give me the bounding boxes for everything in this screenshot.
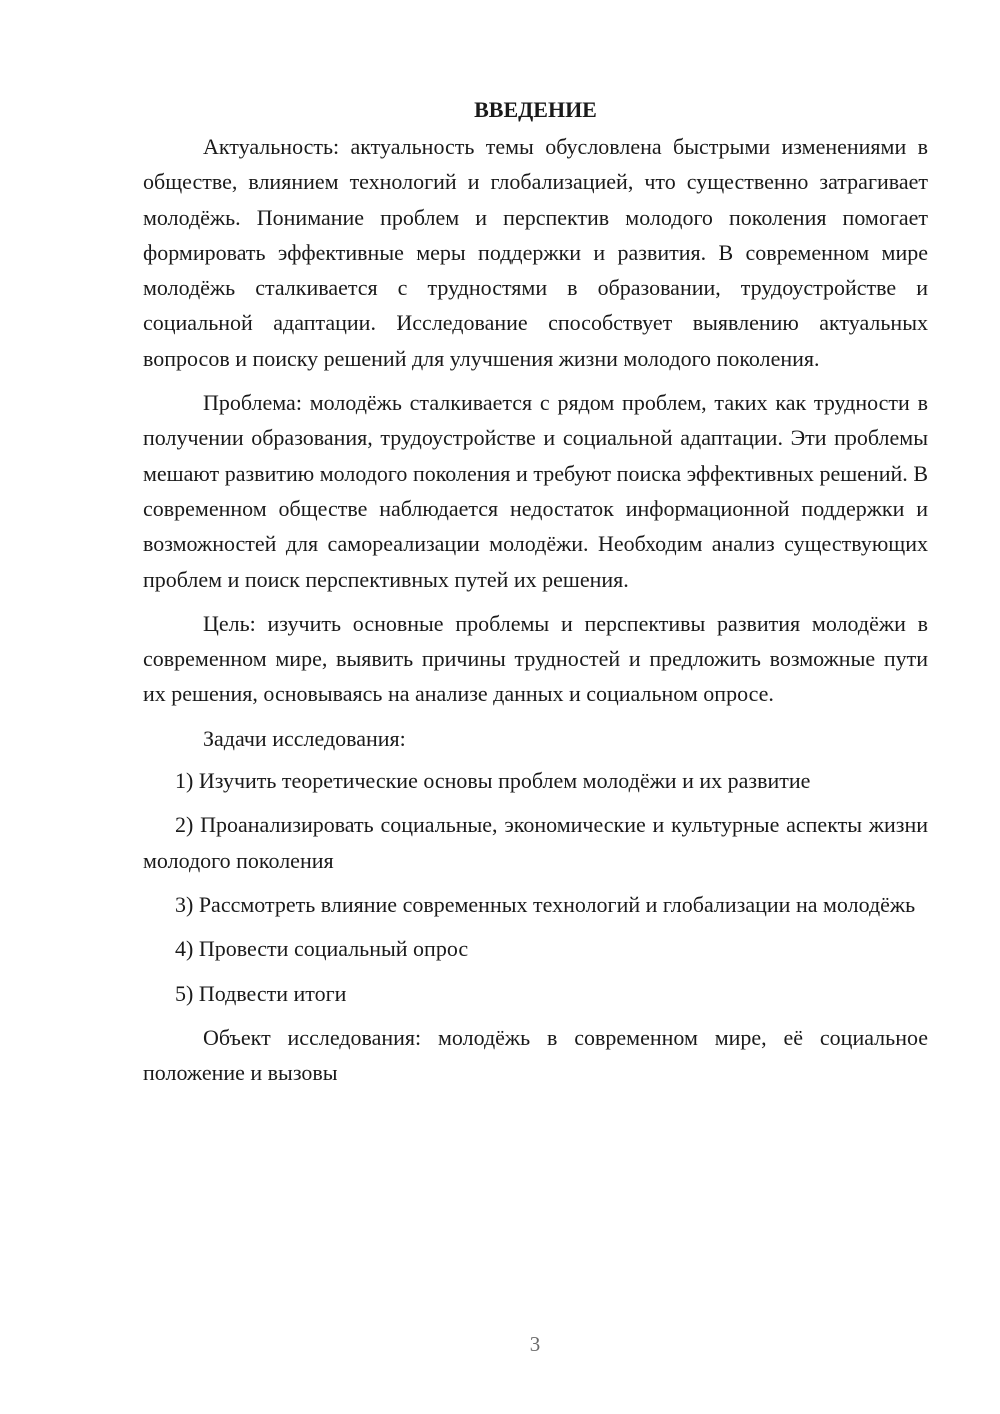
task-item-3: 3) Рассмотреть влияние современных технологий и глобализации на молодёжь: [175, 891, 916, 917]
task-item-4: 4) Провести социальный опрос: [175, 936, 469, 962]
document-page: [143, 95, 928, 1099]
section-title: ВВЕДЕНИЕ: [474, 97, 597, 122]
tasks-heading: Задачи исследования:: [203, 725, 406, 751]
task-item-2: 2) Проанализировать социальные, экономические и культурные аспекты жизни молодого поколения: [143, 812, 928, 873]
paragraph-problem: Проблема: молодёжь сталкивается с рядом проблем, таких как трудности в получении образования, трудоустройстве и социальной адаптации. Эти проблемы мешают развитию молодого поколения и требуют поиска эффективных решений. В современном обществе наблюдается недостаток информационной поддержки и возможностей для самореализации молодёжи. Необходим анализ существующих проблем и поиск перспективных путей их решения.: [143, 390, 928, 592]
task-item-1: 1) Изучить теоретические основы проблем молодёжи и их развитие: [175, 768, 811, 794]
paragraph-goal: Цель: изучить основные проблемы и перспективы развития молодёжи в современном мире, выявить причины трудностей и предложить возможные пути их решения, основываясь на анализе данных и социальном опросе.: [143, 610, 928, 707]
paragraph-relevance: Актуальность: актуальность темы обусловлена быстрыми изменениями в обществе, влиянием технологий и глобализацией, что существенно затрагивает молодёжь. Понимание проблем и перспектив молодого поколения помогает формировать эффективные меры поддержки и развития. В современном мире молодёжь сталкивается с трудностями в образовании, трудоустройстве и социальной адаптации. Исследование способствует выявлению актуальных вопросов и поиску решений для улучшения жизни молодого поколения.: [143, 134, 928, 371]
page-number: 3: [529, 1332, 541, 1356]
task-item-5: 5) Подвести итоги: [175, 980, 347, 1006]
paragraph-object: Объект исследования: молодёжь в современном мире, её социальное положение и вызовы: [143, 1024, 928, 1086]
